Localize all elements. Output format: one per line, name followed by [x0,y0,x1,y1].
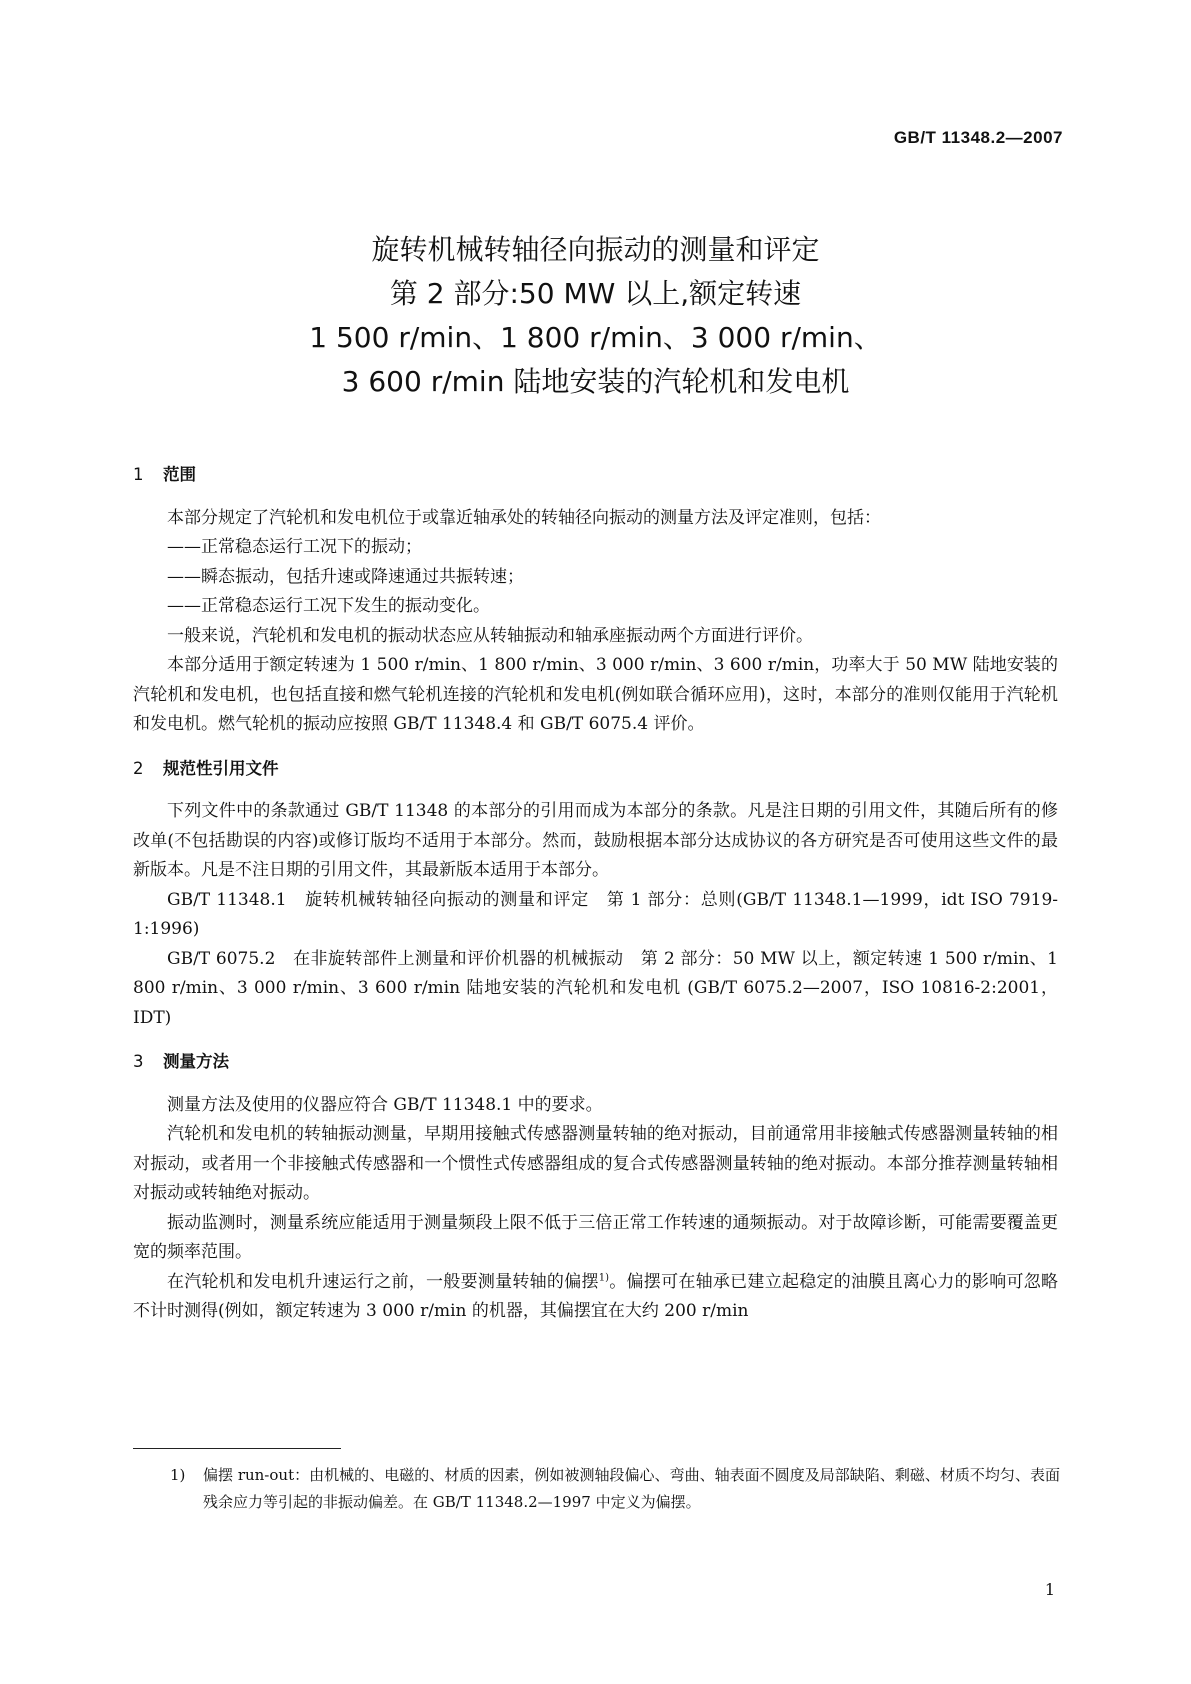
section-heading-measurement-method [133,1047,1058,1077]
paragraph: 汽轮机和发电机的转轴振动测量，早期用接触式传感器测量转轴的绝对振动，目前通常用非接触式传感器测量转轴的相对振动，或者用一个非接触式传感器和一个惯性式传感器组成的复合式传感器测量转轴的绝对振动。本部分推荐测量转轴相对振动或转轴绝对振动。 [133,1124,1058,1203]
reference-entry: GB/T 11348.1 旋转机械转轴径向振动的测量和评定 第 1 部分：总则(GB/T 11348.1—1999，idt ISO 7919-1:1996) [133,889,1058,939]
paragraph: 本部分适用于额定转速为 1 500 r/min、1 800 r/min、3 000 r/min、3 600 r/min，功率大于 50 MW 陆地安装的汽轮机和发电机，也包括直接和燃气轮机连接的汽轮机和发电机(例如联合循环应用)，这时，本部分的准则仅能用于汽轮机和发电机。燃气轮机的振动应按照 GB/T 11348.4 和 GB/T 6075.4 评价。 [133,655,1058,734]
paragraph-text: 。偏摆可在轴承已建立起稳定的油膜且离心力的影响可忽略不计时测得(例如，额定转速为 3 000 r/min 的机器，其偏摆宜在大约 200 r/min [133,1271,1059,1321]
document-title [0,228,1191,404]
section-heading-normative-references [133,754,1058,784]
paragraph: 本部分规定了汽轮机和发电机位于或靠近轴承处的转轴径向振动的测量方法及评定准则，包括： [167,507,881,528]
title-line: 3 600 r/min 陆地安装的汽轮机和发电机 [341,365,850,398]
title-line: 第 2 部分:50 MW 以上,额定转速 [389,277,802,310]
footnote-mark: 1) [170,1466,186,1484]
list-item: ——瞬态振动，包括升速或降速通过共振转速； [167,566,524,587]
section-title: 范围 [163,465,196,484]
reference-entry: GB/T 6075.2 在非旋转部件上测量和评价机器的机械振动 第 2 部分：50 MW 以上，额定转速 1 500 r/min、1 800 r/min、3 000 r/min、3 600 r/min 陆地安装的汽轮机和发电机 (GB/T 6075.2—2007，ISO 10816-2:2001，IDT) [133,948,1058,1028]
section-number: 1 [133,465,144,484]
list-item: ——正常稳态运行工况下发生的振动变化。 [167,596,490,616]
document-body [133,460,1058,1327]
section-number: 2 [133,758,144,778]
footnote [170,1462,1060,1516]
paragraph: 振动监测时，测量系统应能适用于测量频段上限不低于三倍正常工作转速的通频振动。对于故障诊断，可能需要覆盖更宽的频率范围。 [133,1212,1058,1262]
section-number: 3 [133,1052,144,1071]
footnote-divider [133,1448,341,1449]
standard-code: GB/T 11348.2—2007 [893,128,1063,147]
title-line: 1 500 r/min、1 800 r/min、3 000 r/min、 [309,321,882,354]
section-title: 测量方法 [163,1052,229,1071]
footnote-text: 偏摆 run-out：由机械的、电磁的、材质的因素，例如被测轴段偏心、弯曲、轴表面不圆度及局部缺陷、剩磁、材质不均匀、表面残余应力等引起的非振动偏差。在 GB/T 11348.2—1997 中定义为偏摆。 [203,1466,1060,1511]
page-number: 1 [1044,1580,1055,1599]
paragraph: 测量方法及使用的仪器应符合 GB/T 11348.1 中的要求。 [167,1094,603,1115]
paragraph: 一般来说，汽轮机和发电机的振动状态应从转轴振动和轴承座振动两个方面进行评价。 [167,625,813,646]
paragraph: 下列文件中的条款通过 GB/T 11348 的本部分的引用而成为本部分的条款。凡是注日期的引用文件，其随后所有的修改单(不包括勘误的内容)或修订版均不适用于本部分。然而，鼓励根据本部分达成协议的各方研究是否可使用这些文件的最新版本。凡是不注日期的引用文件，其最新版本适用于本部分。 [133,801,1058,880]
footnote-reference: 1) [598,1271,609,1283]
paragraph [133,1268,1058,1327]
paragraph-text: 在汽轮机和发电机升速运行之前，一般要测量转轴的偏摆 [167,1271,599,1292]
section-title: 规范性引用文件 [163,758,279,778]
title-line: 旋转机械转轴径向振动的测量和评定 [371,233,820,266]
section-heading-scope [133,460,1058,490]
list-item: ——正常稳态运行工况下的振动； [167,537,422,557]
